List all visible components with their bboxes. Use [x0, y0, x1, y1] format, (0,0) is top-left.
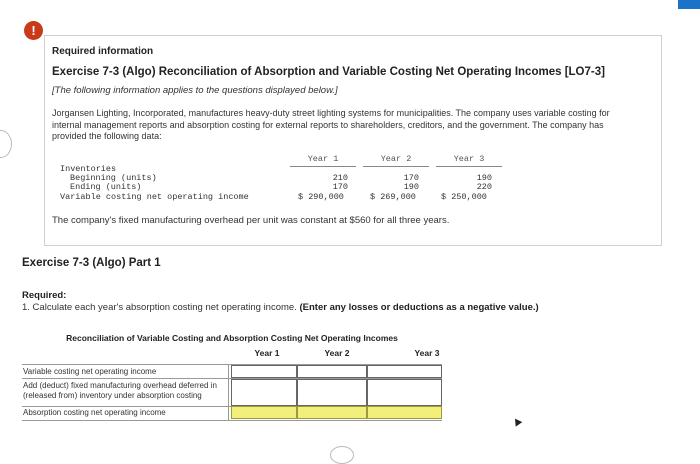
- mouse-cursor-icon: [512, 416, 523, 426]
- beginning-year-1: 210: [332, 173, 348, 183]
- alert-icon: !: [24, 21, 43, 40]
- decorative-curve: [330, 446, 354, 464]
- fixed-overhead-statement: The company's fixed manufacturing overhead per unit was constant at $560 for all three years.: [52, 215, 450, 226]
- beginning-year-2: 170: [403, 173, 419, 183]
- recon-year-3-header: Year 3: [414, 348, 440, 358]
- data-year-3-header: Year 3: [436, 154, 502, 167]
- vcni-year-3: $ 250,000: [441, 192, 487, 202]
- ending-year-3: 220: [476, 182, 492, 192]
- required-instruction: [22, 302, 539, 313]
- recon-year-1-header: Year 1: [254, 348, 280, 358]
- acni-year-1-input[interactable]: [231, 406, 297, 419]
- adjustment-year-3-input[interactable]: [367, 379, 442, 406]
- vcni-year-1-input[interactable]: [231, 365, 297, 378]
- vcni-year-1: $ 290,000: [298, 192, 344, 202]
- acni-year-3-input[interactable]: [367, 406, 442, 419]
- recon-year-2-header: Year 2: [324, 348, 350, 358]
- data-year-2-header: Year 2: [363, 154, 429, 167]
- beginning-units-label: Beginning (units): [70, 173, 157, 183]
- reconciliation-title: Reconciliation of Variable Costing and Absorption Costing Net Operating Incomes: [66, 333, 398, 343]
- instruction-note: [The following information applies to the questions displayed below.]: [52, 85, 338, 96]
- variable-costing-noi-label: Variable costing net operating income: [60, 192, 249, 202]
- recon-row-label: Variable costing net operating income: [22, 365, 229, 379]
- exercise-title: Exercise 7-3 (Algo) Reconciliation of Absorption and Variable Costing Net Operating Incomes [LO7-3]: [52, 66, 605, 78]
- adjustment-year-2-input[interactable]: [297, 379, 367, 406]
- ending-units-label: Ending (units): [70, 182, 142, 192]
- problem-description: Jorgansen Lighting, Incorporated, manufactures heavy-duty street lighting systems for municipalities. The company uses variable costing for internal management reports and absorption costing for external reports to shareholders, creditors, and the government. The company has provided the following data:: [52, 108, 610, 141]
- inventories-label: Inventories: [60, 164, 117, 174]
- adjustment-year-1-input[interactable]: [231, 379, 297, 406]
- vcni-year-2-input[interactable]: [297, 365, 367, 378]
- vcni-year-3-input[interactable]: [367, 365, 442, 378]
- vcni-year-2: $ 269,000: [370, 192, 416, 202]
- ending-year-1: 170: [332, 182, 348, 192]
- recon-row-label: Add (deduct) fixed manufacturing overhead deferred in (released from) inventory under absorption costing: [22, 379, 229, 407]
- required-information-heading: Required information: [52, 46, 154, 57]
- acni-year-2-input[interactable]: [297, 406, 367, 419]
- required-instruction-text: 1. Calculate each year's absorption costing net operating income.: [22, 302, 297, 313]
- recon-row-label: Absorption costing net operating income: [22, 407, 229, 420]
- required-instruction-emphasis: (Enter any losses or deductions as a negative value.): [299, 302, 539, 313]
- beginning-year-3: 190: [476, 173, 492, 183]
- ending-year-2: 190: [403, 182, 419, 192]
- decorative-arc: [0, 130, 12, 158]
- required-label: Required:: [22, 290, 67, 301]
- data-year-1-header: Year 1: [290, 154, 356, 167]
- top-right-accent-bar: [678, 0, 700, 9]
- part-title: Exercise 7-3 (Algo) Part 1: [22, 257, 161, 269]
